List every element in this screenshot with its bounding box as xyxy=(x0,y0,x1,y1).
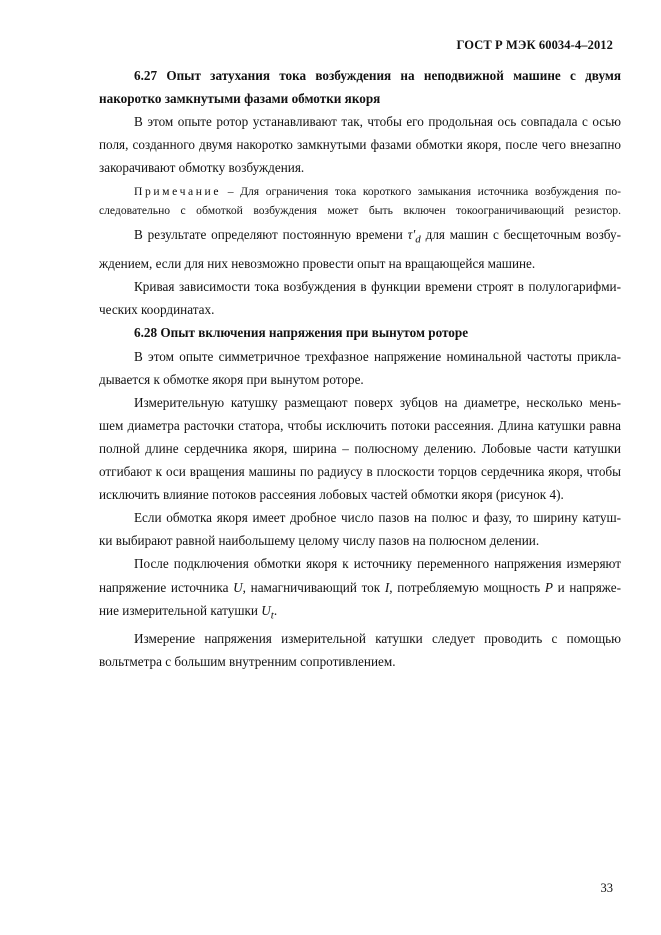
section-627-title: 6.27 Опыт затухания тока возбуждения на неподвижной машине с двумя xyxy=(134,68,621,83)
paragraph-line: отгибают к оси вращения машины по радиусу в плоскости торцов сердечника якоря, чтобы xyxy=(99,464,621,480)
time-constant-symbol: τ′ xyxy=(407,227,416,243)
note-text: – Для ограничения тока короткого замыкания источника возбуждения по- xyxy=(221,185,621,199)
paragraph-line: В этом опыте симметричное трехфазное напряжение номинальной частоты прикла- xyxy=(134,348,621,364)
paragraph-line: вольтметра с большим внутренним сопротивлением. xyxy=(99,654,396,670)
text-run: , потребляемую мощность xyxy=(389,579,545,595)
paragraph-line: поля, созданного двумя накоротко замкнутыми фазами обмотки якоря, после чего внезапно xyxy=(99,137,621,153)
paragraph-line xyxy=(99,599,621,628)
paragraph-line: Измерительную катушку размещают поверх зубцов на диаметре, несколько мень- xyxy=(134,394,621,410)
text-run: В результате определяют постоянную времени xyxy=(134,227,408,243)
paragraph-line: Измерение напряжения измерительной катушки следует проводить с помощью xyxy=(134,631,621,647)
paragraph-line: ки выбирают равной наибольшему целому числу пазов на полюсном делении. xyxy=(99,533,540,549)
paragraph-line: дывается к обмотке якоря при вынутом роторе. xyxy=(99,371,364,387)
coil-voltage-symbol: U xyxy=(261,602,271,618)
text-run: ние измерительной катушки xyxy=(99,602,262,618)
coil-voltage-subscript: t xyxy=(270,609,274,622)
paragraph-line: закорачивают обмотку возбуждения. xyxy=(99,160,305,176)
paragraph-line: В этом опыте ротор устанавливают так, чтобы его продольная ось совпадала с осью xyxy=(134,114,621,130)
note-label: Примечание xyxy=(134,185,222,199)
note-line xyxy=(99,182,621,201)
page-number: 33 xyxy=(600,881,613,895)
text-run: и напряже- xyxy=(552,579,621,595)
paragraph-line: исключить влияние потоков рассеяния лобовых частей обмотки якоря (рисунок 4). xyxy=(99,487,564,503)
paragraph-line: ческих координатах. xyxy=(99,302,215,318)
section-627-title-cont: накоротко замкнутыми фазами обмотки якоря xyxy=(99,91,381,107)
time-constant-subscript: d xyxy=(415,234,421,247)
paragraph-line: шем диаметра расточки статора, чтобы исключить потоки рассеяния. Длина катушки равна xyxy=(99,417,621,433)
paragraph-line xyxy=(99,223,621,252)
power-symbol: P xyxy=(544,579,553,595)
paragraph-line: ждением, если для них невозможно провести опыт на вращающейся машине. xyxy=(99,256,536,272)
text-run: напряжение источника xyxy=(99,579,234,595)
paragraph-line: Кривая зависимости тока возбуждения в функции времени строят в полулогарифми- xyxy=(134,279,621,295)
section-628-title: 6.28 Опыт включения напряжения при вынутом роторе xyxy=(134,325,469,341)
text-run: . xyxy=(273,602,278,618)
text-run: , намагничивающий ток xyxy=(242,579,385,595)
paragraph-line: После подключения обмотки якоря к источнику переменного напряжения измеряют xyxy=(134,556,621,572)
standard-header: ГОСТ Р МЭК 60034-4–2012 xyxy=(456,38,613,52)
paragraph-line: полной длине сердечника якоря, ширина – полюсному делению. Лобовые части катушки xyxy=(99,440,621,456)
current-symbol: I xyxy=(384,579,390,595)
voltage-symbol: U xyxy=(233,579,243,595)
paragraph-line xyxy=(99,576,621,599)
paragraph-line: Если обмотка якоря имеет дробное число пазов на полюс и фазу, то ширину катуш- xyxy=(134,510,621,526)
document-body xyxy=(99,64,621,674)
text-run: для машин с бесщеточным возбу- xyxy=(420,227,621,243)
note-line: следовательно с обмоткой возбуждения может быть включен токоограничивающий резистор. xyxy=(99,204,621,218)
